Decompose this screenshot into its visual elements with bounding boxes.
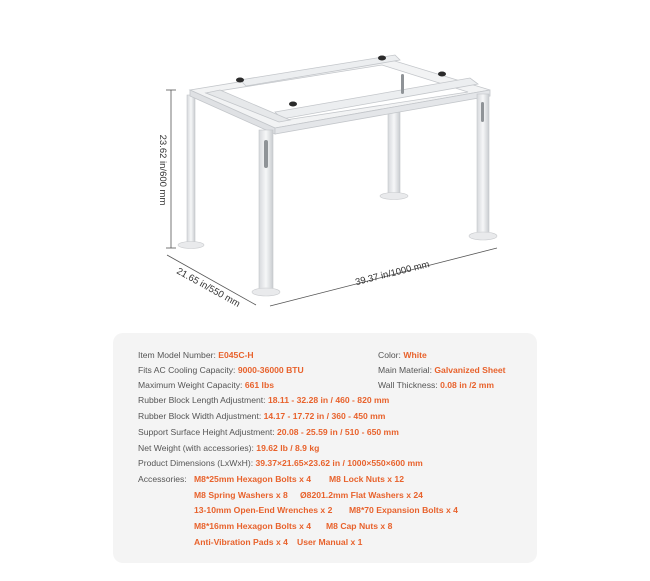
accessories-label-row: [138, 474, 187, 485]
spec-wall-thickness: [378, 380, 494, 391]
spec-label: Wall Thickness:: [378, 380, 438, 390]
spec-material: [378, 365, 506, 376]
spec-label: Item Model Number:: [138, 350, 216, 360]
spec-value: E045C-H: [218, 350, 254, 360]
accessory-item: Anti-Vibration Pads x 4: [194, 537, 288, 547]
accessory-item: 13-10mm Open-End Wrenches x 2: [194, 505, 333, 515]
spec-net-weight: [138, 443, 319, 454]
spec-label: Net Weight (with accessories):: [138, 443, 254, 453]
spec-value: 661 lbs: [244, 380, 274, 390]
specifications-card: [113, 333, 537, 563]
spec-value: 19.62 lb / 8.9 kg: [256, 443, 320, 453]
spec-value: 0.08 in /2 mm: [440, 380, 495, 390]
spec-value: 9000-36000 BTU: [237, 365, 304, 375]
accessory-item: M8 Spring Washers x 8: [194, 490, 288, 500]
accessory-item: M8*70 Expansion Bolts x 4: [349, 505, 458, 515]
spec-label: Maximum Weight Capacity:: [138, 380, 243, 390]
spec-label: Main Material:: [378, 365, 432, 375]
accessory-item: Ø8201.2mm Flat Washers x 24: [300, 490, 423, 500]
spec-value: 39.37×21.65×23.62 in / 1000×550×600 mm: [255, 458, 423, 468]
spec-value: 20.08 - 25.59 in / 510 - 650 mm: [277, 427, 399, 437]
spec-value: 14.17 - 17.72 in / 360 - 450 mm: [263, 411, 386, 421]
spec-label: Product Dimensions (LxWxH):: [138, 458, 254, 468]
accessory-item: M8*25mm Hexagon Bolts x 4: [194, 474, 312, 484]
height-dimension-label: 23.62 in/600 mm: [157, 134, 168, 206]
spec-length-adjustment: [138, 395, 389, 406]
spec-height-adjustment: [138, 427, 399, 438]
spec-value: White: [403, 350, 427, 360]
accessory-item: User Manual x 1: [297, 537, 363, 547]
spec-label: Rubber Block Length Adjustment:: [138, 395, 266, 405]
width-dimension-label: 39.37 in/1000 mm: [354, 259, 431, 289]
accessory-item: M8 Cap Nuts x 8: [326, 521, 393, 531]
spec-value: Galvanized Sheet: [434, 365, 506, 375]
spec-weight-capacity: [138, 380, 274, 391]
spec-label: Support Surface Height Adjustment:: [138, 427, 275, 437]
spec-product-dimensions: [138, 458, 423, 469]
depth-dimension-label: 21.65 in/550 mm: [174, 265, 242, 310]
spec-value: 18.11 - 32.28 in / 460 - 820 mm: [267, 395, 390, 405]
spec-label: Fits AC Cooling Capacity:: [138, 365, 236, 375]
spec-color: [378, 350, 427, 361]
top-frame: [190, 55, 490, 134]
spec-model: [138, 350, 254, 361]
spec-width-adjustment: [138, 411, 385, 422]
accessory-item: M8*16mm Hexagon Bolts x 4: [194, 521, 312, 531]
spec-label: Rubber Block Width Adjustment:: [138, 411, 262, 421]
accessories-label: Accessories:: [138, 474, 187, 484]
spec-label: Color:: [378, 350, 401, 360]
spec-cooling: [138, 365, 304, 376]
accessory-item: M8 Lock Nuts x 12: [329, 474, 404, 484]
